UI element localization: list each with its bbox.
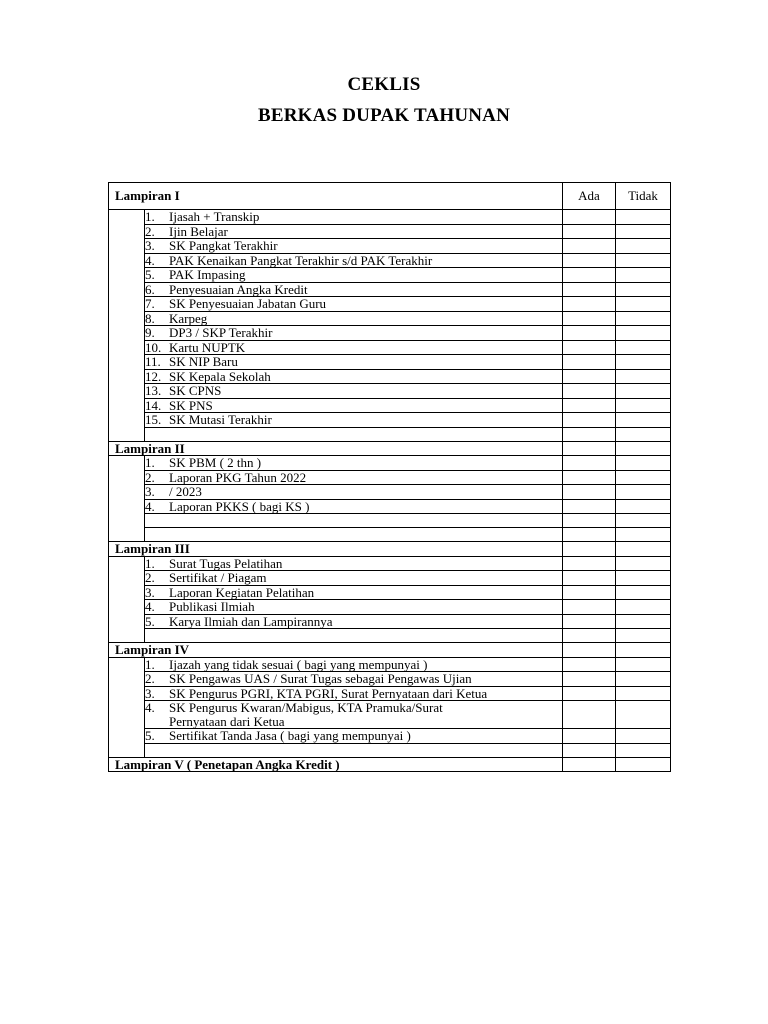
ada-checkbox-cell[interactable] [563, 499, 616, 514]
indent-cell [109, 384, 145, 399]
ada-cell[interactable] [563, 441, 616, 456]
item-text: / 2023 [169, 484, 202, 499]
checklist-item-row [109, 686, 671, 701]
tidak-checkbox-cell[interactable] [616, 743, 671, 757]
indent-cell [109, 556, 145, 571]
item-number: 1. [145, 209, 155, 224]
column-header-ada: Ada [563, 183, 616, 210]
item-number: 2. [145, 570, 155, 585]
item-text: Karpeg [169, 310, 208, 326]
item-number: 5. [145, 728, 155, 743]
indent-cell [109, 600, 145, 615]
checklist-item [145, 456, 563, 471]
checklist-item-row [109, 340, 671, 355]
page-subtitle: BERKAS DUPAK TAHUNAN [257, 105, 511, 126]
ada-checkbox-cell[interactable] [563, 470, 616, 485]
item-text: SK CPNS [169, 383, 222, 398]
ada-checkbox-cell[interactable] [563, 701, 616, 729]
item-text: Laporan PKKS ( bagi KS ) [169, 498, 310, 514]
indent-cell [109, 729, 145, 744]
checklist-item [145, 239, 563, 254]
indent-cell [109, 355, 145, 370]
item-text: Ijazah yang tidak sesuai ( bagi yang mempunyai ) [169, 656, 428, 672]
checklist-item-row [109, 499, 671, 514]
checklist-item [145, 210, 563, 225]
indent-cell [109, 369, 145, 384]
tidak-checkbox-cell[interactable] [616, 672, 671, 687]
ada-checkbox-cell[interactable] [563, 686, 616, 701]
tidak-checkbox-cell[interactable] [616, 210, 671, 225]
tidak-cell[interactable] [616, 542, 671, 557]
item-text: SK Pangkat Terakhir [169, 238, 278, 253]
checklist-item [145, 672, 563, 687]
ada-checkbox-cell[interactable] [563, 239, 616, 254]
section-header-row [109, 441, 671, 456]
indent-cell [109, 311, 145, 326]
item-text: Laporan PKG Tahun 2022 [169, 469, 307, 485]
blank-item-cell [145, 427, 563, 441]
item-number: 4. [145, 700, 155, 715]
indent-cell [109, 499, 145, 514]
item-number: 8. [145, 310, 155, 326]
item-text: SK Penyesuaian Jabatan Guru [169, 296, 327, 311]
tidak-checkbox-cell[interactable] [616, 369, 671, 384]
item-number: 10. [145, 339, 162, 355]
checklist-item [145, 556, 563, 571]
item-number: 1. [145, 555, 155, 571]
indent-cell [109, 701, 145, 729]
checklist-item [145, 499, 563, 514]
checklist-item [145, 326, 563, 341]
indent-cell [109, 657, 145, 672]
checklist-item-row [109, 701, 671, 729]
item-number: 11. [145, 354, 161, 369]
tidak-checkbox-cell[interactable] [616, 585, 671, 600]
ada-checkbox-cell[interactable] [563, 268, 616, 283]
ada-checkbox-cell[interactable] [563, 297, 616, 312]
checklist-item [145, 355, 563, 370]
blank-row [109, 528, 671, 542]
tidak-checkbox-cell[interactable] [616, 311, 671, 326]
item-number: 4. [145, 252, 155, 268]
checklist-table [108, 182, 671, 772]
checklist-item [145, 657, 563, 672]
blank-row [109, 514, 671, 528]
tidak-checkbox-cell[interactable] [616, 253, 671, 268]
item-text: Surat Tugas Pelatihan [169, 555, 283, 571]
blank-row [109, 629, 671, 643]
item-number: 2. [145, 223, 155, 239]
tidak-checkbox-cell[interactable] [616, 340, 671, 355]
ada-checkbox-cell[interactable] [563, 556, 616, 571]
tidak-checkbox-cell[interactable] [616, 297, 671, 312]
tidak-checkbox-cell[interactable] [616, 514, 671, 528]
item-number: 9. [145, 325, 155, 340]
tidak-checkbox-cell[interactable] [616, 224, 671, 239]
checklist-item-row [109, 571, 671, 586]
tidak-checkbox-cell[interactable] [616, 485, 671, 500]
indent-cell [109, 585, 145, 600]
tidak-checkbox-cell[interactable] [616, 556, 671, 571]
indent-cell [109, 686, 145, 701]
item-number: 3. [145, 484, 155, 499]
item-number: 7. [145, 296, 155, 311]
tidak-checkbox-cell[interactable] [616, 657, 671, 672]
ada-checkbox-cell[interactable] [563, 253, 616, 268]
ada-checkbox-cell[interactable] [563, 340, 616, 355]
checklist-item-row [109, 297, 671, 312]
checklist-item [145, 224, 563, 239]
section-title: Lampiran I [109, 183, 563, 210]
ada-checkbox-cell[interactable] [563, 729, 616, 744]
item-text: DP3 / SKP Terakhir [169, 325, 273, 340]
item-number: 15. [145, 412, 162, 427]
checklist-item [145, 686, 563, 701]
section-title: Lampiran IV [109, 643, 563, 658]
checklist-item-row [109, 413, 671, 428]
checklist-item [145, 470, 563, 485]
item-text: PAK Impasing [169, 267, 246, 282]
checklist-item [145, 297, 563, 312]
blank-row [109, 427, 671, 441]
item-text: Laporan Kegiatan Pelatihan [169, 584, 315, 600]
ada-checkbox-cell[interactable] [563, 355, 616, 370]
checklist-item [145, 413, 563, 428]
checklist-item [145, 701, 563, 729]
ada-checkbox-cell[interactable] [563, 282, 616, 297]
blank-item-cell [145, 629, 563, 643]
indent-cell [109, 672, 145, 687]
tidak-checkbox-cell[interactable] [616, 729, 671, 744]
item-number: 2. [145, 671, 155, 686]
tidak-checkbox-cell[interactable] [616, 239, 671, 254]
indent-cell [109, 224, 145, 239]
tidak-checkbox-cell[interactable] [616, 686, 671, 701]
item-number: 5. [145, 613, 155, 629]
page-title: CEKLIS [347, 74, 421, 95]
ada-checkbox-cell[interactable] [563, 384, 616, 399]
tidak-cell[interactable] [616, 643, 671, 658]
indent-cell [109, 297, 145, 312]
ada-checkbox-cell[interactable] [563, 672, 616, 687]
checklist-item [145, 268, 563, 283]
item-text: SK Kepala Sekolah [169, 368, 271, 384]
item-text: SK PNS [169, 397, 213, 413]
blank-row [109, 743, 671, 757]
ada-cell[interactable] [563, 757, 616, 772]
checklist-item [145, 340, 563, 355]
item-number: 3. [145, 238, 155, 253]
checklist-item-row [109, 485, 671, 500]
ada-checkbox-cell[interactable] [563, 514, 616, 528]
item-text: SK Pengurus PGRI, KTA PGRI, Surat Pernyataan dari Ketua [169, 685, 488, 701]
checklist-item-row [109, 456, 671, 471]
ada-checkbox-cell[interactable] [563, 571, 616, 586]
checklist-body [109, 183, 671, 772]
item-number: 13. [145, 383, 162, 398]
ada-cell[interactable] [563, 542, 616, 557]
checklist-item [145, 729, 563, 744]
indent-cell [109, 253, 145, 268]
tidak-checkbox-cell[interactable] [616, 268, 671, 283]
section-title: Lampiran V ( Penetapan Angka Kredit ) [109, 757, 563, 772]
item-text: SK PBM ( 2 thn ) [169, 455, 262, 470]
tidak-checkbox-cell[interactable] [616, 282, 671, 297]
checklist-item-row [109, 398, 671, 413]
tidak-checkbox-cell[interactable] [616, 398, 671, 413]
blank-item-cell [145, 514, 563, 528]
item-text: SK NIP Baru [169, 354, 238, 369]
checklist-item [145, 571, 563, 586]
item-number: 5. [145, 267, 155, 282]
ada-cell[interactable] [563, 643, 616, 658]
item-text: Publikasi Ilmiah [169, 599, 255, 614]
item-number: 1. [145, 656, 155, 672]
checklist-item-row [109, 585, 671, 600]
indent-cell [109, 340, 145, 355]
indent-cell [109, 485, 145, 500]
checklist-item-row [109, 384, 671, 399]
checklist-item-row [109, 355, 671, 370]
checklist-item-row [109, 369, 671, 384]
checklist-item [145, 614, 563, 629]
indent-cell [109, 398, 145, 413]
tidak-checkbox-cell[interactable] [616, 427, 671, 441]
item-text: SK Pengurus Kwaran/Mabigus, KTA Pramuka/Surat [169, 700, 443, 715]
item-number: 3. [145, 685, 155, 701]
column-header-tidak: Tidak [616, 183, 671, 210]
tidak-checkbox-cell[interactable] [616, 571, 671, 586]
ada-checkbox-cell[interactable] [563, 528, 616, 542]
checklist-item-row [109, 556, 671, 571]
item-text: Karya Ilmiah dan Lampirannya [169, 613, 333, 629]
ada-checkbox-cell[interactable] [563, 210, 616, 225]
item-number: 4. [145, 599, 155, 614]
item-number: 1. [145, 455, 155, 470]
blank-item-cell [145, 528, 563, 542]
indent-cell [109, 427, 145, 441]
checklist-item-row [109, 282, 671, 297]
ada-checkbox-cell[interactable] [563, 600, 616, 615]
tidak-cell[interactable] [616, 757, 671, 772]
item-text-continued: Pernyataan dari Ketua [169, 713, 285, 729]
tidak-checkbox-cell[interactable] [616, 413, 671, 428]
ada-checkbox-cell[interactable] [563, 427, 616, 441]
ada-checkbox-cell[interactable] [563, 657, 616, 672]
checklist-item [145, 600, 563, 615]
ada-checkbox-cell[interactable] [563, 614, 616, 629]
checklist-item [145, 253, 563, 268]
checklist-item-row [109, 729, 671, 744]
checklist-item-row [109, 210, 671, 225]
checklist-item [145, 398, 563, 413]
tidak-cell[interactable] [616, 441, 671, 456]
checklist-item-row [109, 268, 671, 283]
tidak-checkbox-cell[interactable] [616, 384, 671, 399]
item-number: 3. [145, 584, 155, 600]
item-text: Sertifikat Tanda Jasa ( bagi yang mempunyai ) [169, 728, 411, 743]
blank-item-cell [145, 743, 563, 757]
tidak-checkbox-cell[interactable] [616, 629, 671, 643]
ada-checkbox-cell[interactable] [563, 456, 616, 471]
section-header-row [109, 757, 671, 772]
tidak-checkbox-cell[interactable] [616, 614, 671, 629]
tidak-checkbox-cell[interactable] [616, 499, 671, 514]
tidak-checkbox-cell[interactable] [616, 600, 671, 615]
item-text: Penyesuaian Angka Kredit [169, 281, 308, 297]
indent-cell [109, 614, 145, 629]
checklist-item [145, 369, 563, 384]
tidak-checkbox-cell[interactable] [616, 470, 671, 485]
tidak-checkbox-cell[interactable] [616, 701, 671, 729]
item-text: Sertifikat / Piagam [169, 570, 267, 585]
checklist-item-row [109, 657, 671, 672]
ada-checkbox-cell[interactable] [563, 413, 616, 428]
item-text: Ijasah + Transkip [169, 209, 260, 224]
ada-checkbox-cell[interactable] [563, 585, 616, 600]
indent-cell [109, 268, 145, 283]
item-text: PAK Kenaikan Pangkat Terakhir s/d PAK Terakhir [169, 252, 433, 268]
section-header-row [109, 183, 671, 210]
ada-checkbox-cell[interactable] [563, 629, 616, 643]
item-text: SK Pengawas UAS / Surat Tugas sebagai Pengawas Ujian [169, 671, 472, 686]
item-number: 6. [145, 281, 155, 297]
section-header-row [109, 542, 671, 557]
checklist-item [145, 282, 563, 297]
ada-checkbox-cell[interactable] [563, 224, 616, 239]
checklist-item-row [109, 253, 671, 268]
ada-checkbox-cell[interactable] [563, 743, 616, 757]
tidak-checkbox-cell[interactable] [616, 326, 671, 341]
item-number: 12. [145, 368, 162, 384]
indent-cell [109, 514, 145, 528]
checklist-item [145, 311, 563, 326]
checklist-item-row [109, 311, 671, 326]
tidak-checkbox-cell[interactable] [616, 456, 671, 471]
checklist-item-row [109, 470, 671, 485]
ada-checkbox-cell[interactable] [563, 398, 616, 413]
item-number: 2. [145, 469, 155, 485]
checklist-item-row [109, 224, 671, 239]
tidak-checkbox-cell[interactable] [616, 355, 671, 370]
checklist-item-row [109, 326, 671, 341]
tidak-checkbox-cell[interactable] [616, 528, 671, 542]
indent-cell [109, 629, 145, 643]
ada-checkbox-cell[interactable] [563, 485, 616, 500]
indent-cell [109, 239, 145, 254]
ada-checkbox-cell[interactable] [563, 326, 616, 341]
indent-cell [109, 571, 145, 586]
ada-checkbox-cell[interactable] [563, 369, 616, 384]
item-text: Ijin Belajar [169, 223, 228, 239]
item-number: 4. [145, 498, 155, 514]
indent-cell [109, 326, 145, 341]
indent-cell [109, 456, 145, 471]
checklist-item-row [109, 239, 671, 254]
item-text: SK Mutasi Terakhir [169, 412, 272, 427]
checklist-item [145, 585, 563, 600]
checklist-item-row [109, 672, 671, 687]
section-title: Lampiran III [109, 542, 563, 557]
indent-cell [109, 210, 145, 225]
checklist-item [145, 384, 563, 399]
section-header-row [109, 643, 671, 658]
indent-cell [109, 470, 145, 485]
item-number: 14. [145, 397, 162, 413]
section-title: Lampiran II [109, 441, 563, 456]
indent-cell [109, 282, 145, 297]
indent-cell [109, 528, 145, 542]
ada-checkbox-cell[interactable] [563, 311, 616, 326]
checklist-item-row [109, 600, 671, 615]
checklist-item [145, 485, 563, 500]
item-text: Kartu NUPTK [169, 339, 246, 355]
indent-cell [109, 743, 145, 757]
indent-cell [109, 413, 145, 428]
checklist-item-row [109, 614, 671, 629]
